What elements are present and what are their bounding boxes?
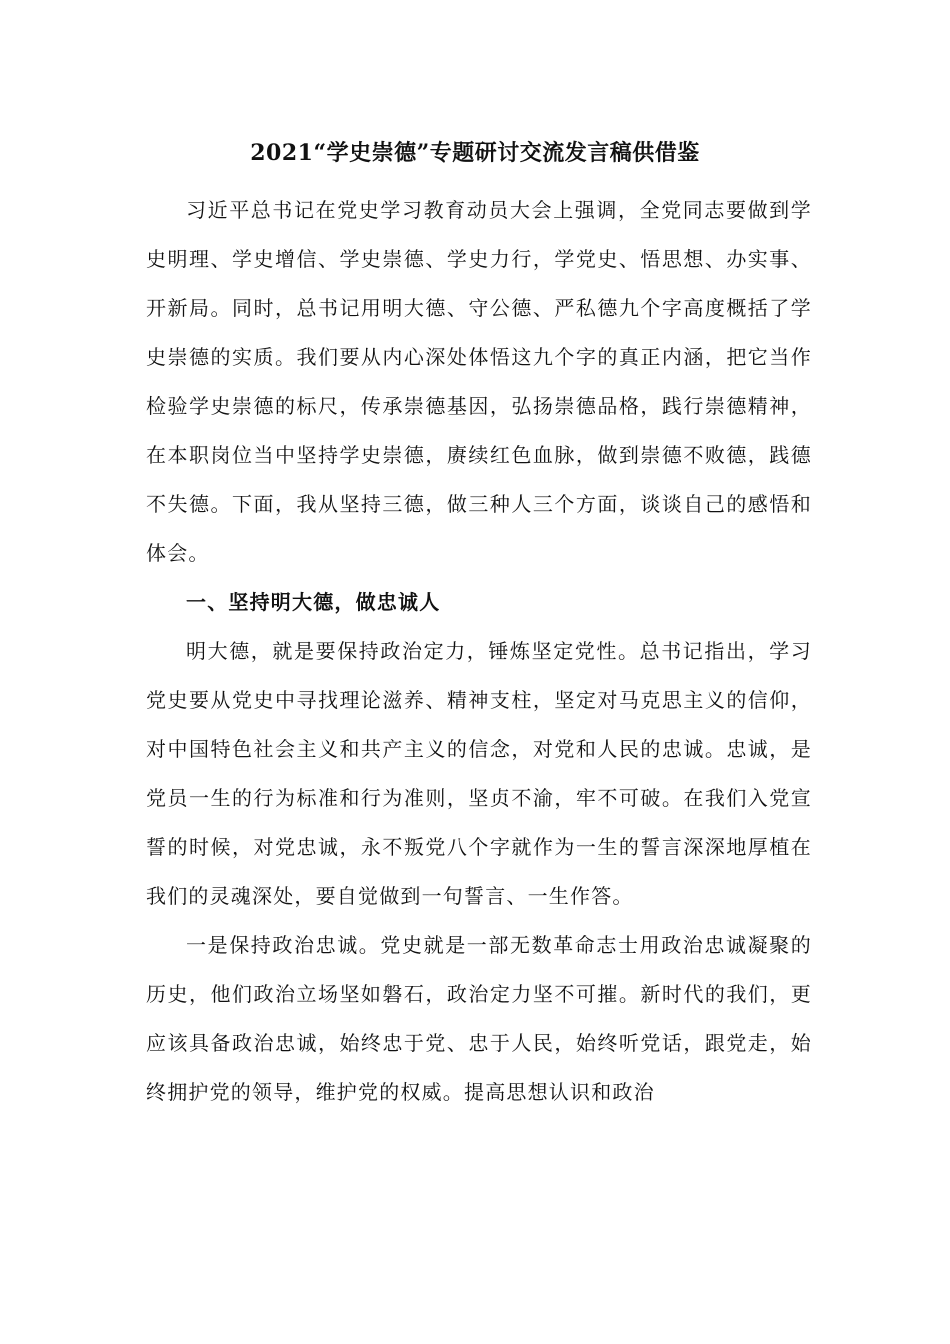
paragraph-political-loyalty: 一是保持政治忠诚。党史就是一部无数革命志士用政治忠诚凝聚的历史，他们政治立场坚如磐石，政治定力坚不可摧。新时代的我们，更应该具备政治忠诚，始终忠于党、忠于人民，始终听党话，跟党走，始终拥护党的领导，维护党的权威。提高思想认识和政治 <box>146 933 812 1104</box>
section-heading-1: 一、坚持明大德，做忠诚人 <box>186 590 441 614</box>
paragraph-intro: 习近平总书记在党史学习教育动员大会上强调，全党同志要做到学史明理、学史增信、学史崇德、学史力行，学党史、悟思想、办实事、开新局。同时，总书记用明大德、守公德、严私德九个字高度概括了学史崇德的实质。我们要从内心深处体悟这九个字的真正内涵，把它当作检验学史崇德的标尺，传承崇德基因，弘扬崇德品格，践行崇德精神，在本职岗位当中坚持学史崇德，赓续红色血脉，做到崇德不败德，践德不失德。下面，我从坚持三德，做三种人三个方面，谈谈自己的感悟和体会。 <box>146 198 812 565</box>
document-body <box>146 186 812 1117</box>
paragraph-mingdade: 明大德，就是要保持政治定力，锤炼坚定党性。总书记指出，学习党史要从党史中寻找理论滋养、精神支柱，坚定对马克思主义的信仰，对中国特色社会主义和共产主义的信念，对党和人民的忠诚。忠诚，是党员一生的行为标准和行为准则，坚贞不渝，牢不可破。在我们入党宣誓的时候，对党忠诚，永不叛党八个字就作为一生的誓言深深地厚植在我们的灵魂深处，要自觉做到一句誓言、一生作答。 <box>146 639 812 908</box>
document-title: 2021“学史崇德”专题研讨交流发言稿供借鉴 <box>250 140 700 166</box>
